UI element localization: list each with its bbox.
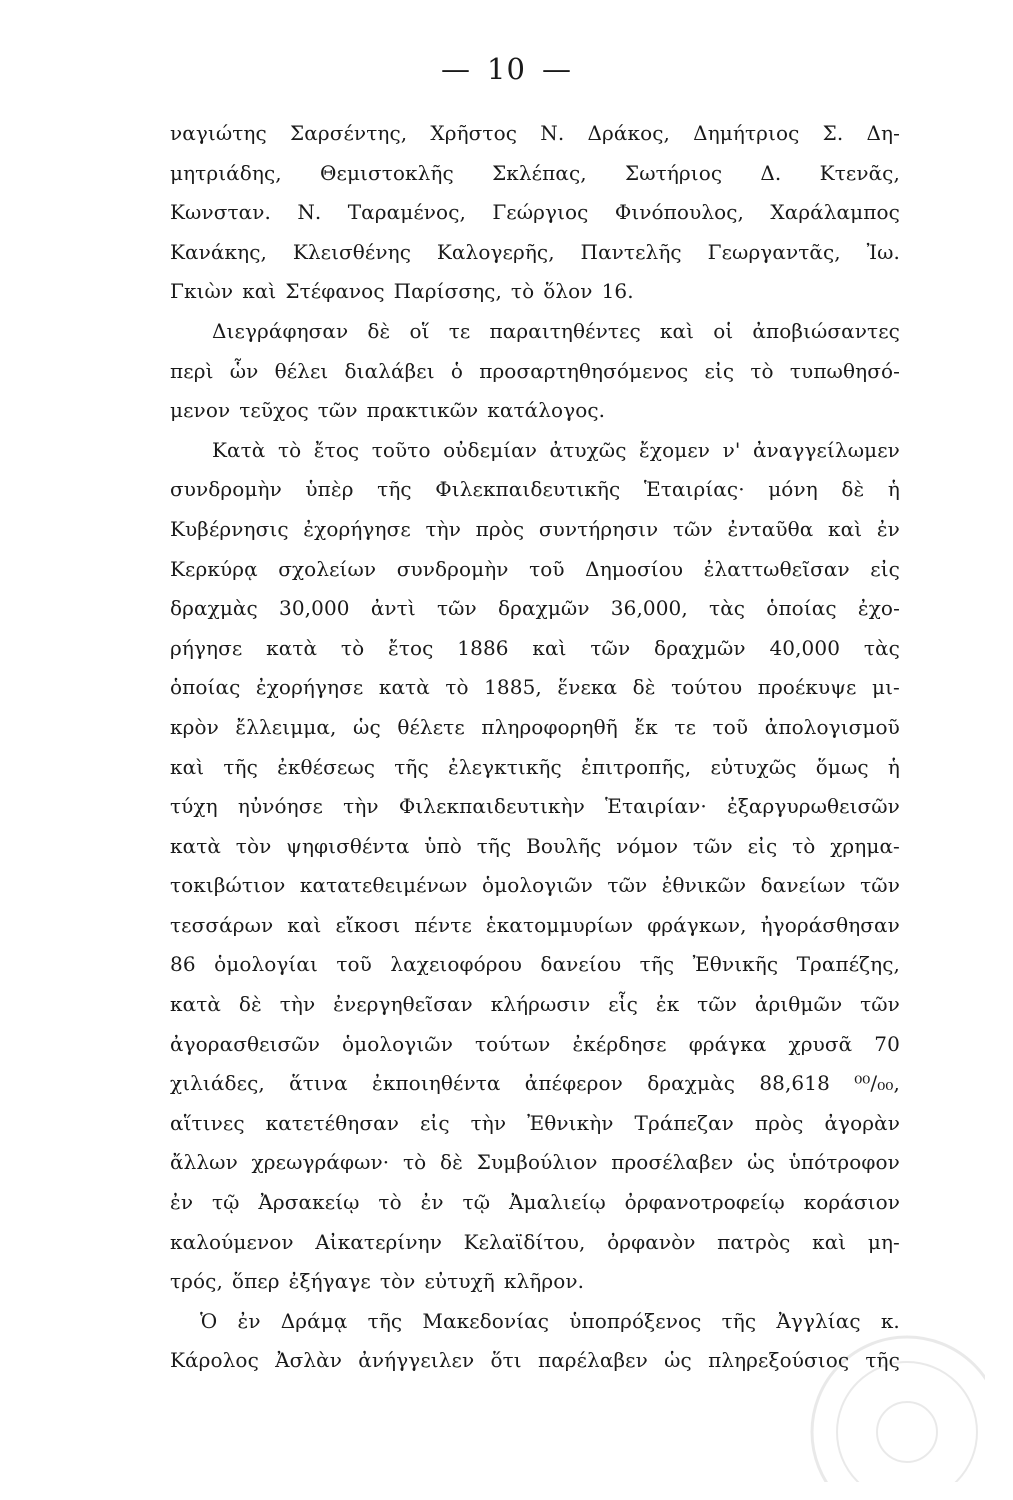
word: Μακεδονίας [422,1308,550,1333]
word: καὶ [242,279,277,304]
word: 16. [601,279,634,304]
text-line [170,391,900,431]
word: πρὸς [754,1110,804,1135]
word: χρημα- [830,833,900,858]
word: Κανάκης, [170,239,267,264]
word: Ἐθνικὴν [527,1110,614,1135]
word: δραχμῶν [498,596,590,621]
text-line [170,431,900,471]
page-number-dash-right: — [541,52,572,86]
word: τῆς [377,477,412,502]
word: οἱ [713,318,734,343]
word: ἀντὶ [370,596,416,621]
word: παρέλαβεν [537,1348,648,1373]
word: κοράσιον [803,1190,900,1215]
word: κατὰ [170,833,221,858]
word: ἐκέρδησε [572,1031,667,1056]
word: ἐχο- [857,596,900,621]
word: ἑκατομμυρίων [485,912,634,937]
word: ἐξαργυρωθεισῶν [726,794,900,819]
word: τοῦ [336,952,372,977]
text-line [170,550,900,590]
word: συνδρομὴν [170,477,282,502]
word: ὡς [664,1348,692,1373]
word: καὶ [812,1229,847,1254]
word: ὁποίας [766,596,837,621]
word: ἔχομεν [639,437,711,462]
word: θέλετε [397,714,465,739]
word: Δράμᾳ [280,1308,348,1333]
word: Τραπέζης, [796,952,900,977]
word: ὀρφανὸν [607,1229,696,1254]
word: Σωτήριος [625,160,723,185]
word: καὶ [170,754,205,779]
word: εὐτυχῶς [710,754,797,779]
word: καὶ [659,318,695,343]
word: ὑπὲρ [305,477,354,502]
text-line [170,233,900,273]
word: ὅπερ [231,1269,280,1294]
text-line [170,1143,900,1183]
word: ἡ [887,754,900,779]
word: ἐκ [655,992,680,1017]
word: προσαρτηθησόμενος [479,358,689,383]
word: ἄλλων [170,1150,238,1175]
word: Παντελῆς [580,239,682,264]
word: χρυσᾶ [788,1031,853,1056]
word: Ἑταιρίας· [643,477,745,502]
word: ἀριθμῶν [754,992,843,1017]
word: ἔτος [313,437,360,462]
word: εἰς [704,358,735,383]
word: τρός, [170,1269,223,1294]
word: Ἰω. [866,239,900,264]
word: ὁμολογίαι [214,952,318,977]
word: τῶν [860,992,900,1017]
word: τε [448,318,471,343]
word: Ἑταιρίαν· [605,794,707,819]
word: δραχμὰς [170,596,258,621]
word: κατατεθειμένων [299,873,468,898]
text-line [170,470,900,510]
word: Θεμιστοκλῆς [319,160,454,185]
word: Παρίσσης, [393,279,502,304]
word: συνδρομὴν [396,556,509,581]
word: Φινόπουλος, [614,200,745,225]
word: ὅμως [815,754,869,779]
word: τὸ [378,1190,402,1215]
text-line [170,668,900,708]
word: καὶ [287,912,322,937]
word: κλήρωσιν [490,992,591,1017]
word: τοῦτο [371,437,431,462]
word: μη- [867,1229,900,1254]
word: τῆς [865,1348,900,1373]
word: ὀρφανοτροφείῳ [624,1190,785,1215]
word: τὴν [343,794,379,819]
word: τύχη [170,794,218,819]
word: ψηφισθέντα [286,833,410,858]
word: ⁰⁰/₀₀, [854,1071,900,1096]
word: παραιτηθέντες [489,318,641,343]
word: ἕνεκα [557,675,618,700]
word: τὸ [792,833,816,858]
text-line [170,1262,900,1302]
word: Φιλεκπαιδευτικῆς [435,477,621,502]
word: ἀπολογισμοῦ [764,714,900,739]
word: Δράκος, [587,121,670,145]
word: Σ. [822,121,844,145]
word: πέντε [414,912,472,937]
word: χρεωγράφων· [251,1150,390,1175]
word: τῶν [692,833,733,858]
text-line [170,1064,900,1104]
word: ἀνήγγειλεν [358,1348,475,1373]
word: τῶν [860,873,900,898]
word: τυπωθησό- [789,358,900,383]
library-seal-watermark [757,1312,985,1482]
word: κ. [880,1308,900,1333]
word: ναγιώτης [170,121,267,145]
word: Κατὰ [212,437,266,462]
word: ηὐνόησε [237,794,323,819]
word: δανείων [760,873,846,898]
word: νόμον [616,833,679,858]
word: τῆς [394,754,429,779]
word: ἐνεργηθεῖσαν [333,992,473,1017]
word: τὸν [379,1269,416,1294]
word: Βουλῆς [526,833,602,858]
word: τῆς [639,952,675,977]
text-line [170,748,900,788]
word: Δη- [866,121,900,145]
word: Σαρσέντης, [290,121,408,145]
word: πατρὸς [717,1229,791,1254]
word: τῶν [672,516,713,541]
word: 36,000, [610,596,688,621]
word: τῆς [367,1308,403,1333]
word: τὰς [709,596,746,621]
word: ἀτυχῶς [549,437,627,462]
word: Χρῆστος [430,121,518,145]
word: ἐκποιηθέντα [372,1071,501,1096]
word: ὑπότροφον [788,1150,900,1175]
word: ὑπὸ [424,833,462,858]
text-line [170,906,900,946]
text-line [170,945,900,985]
word: προσέλαβεν [611,1150,734,1175]
text-line [170,1025,900,1065]
word: δὲ [238,992,262,1017]
word: τε [674,714,697,739]
word: τοῦ [529,556,565,581]
word: Γκιὼν [170,279,234,304]
word: οἵ [409,318,430,343]
word: δὲ [367,318,391,343]
word: μι- [872,675,900,700]
word: κρὸν [170,714,219,739]
word: σχολείων [278,556,377,581]
word: δὲ [440,1150,463,1175]
word: 70 [874,1031,900,1056]
word: ἡ [887,477,900,502]
word: ἐν [876,516,900,541]
word: Στέφανος [285,279,385,304]
word: δραχμῶν [654,635,746,660]
word: ἐν [420,1190,444,1215]
word: δανείου [540,952,622,977]
word: ἀγορὰν [824,1110,900,1135]
word: εἷς [608,992,638,1017]
word: τῆς [476,833,512,858]
word: εὐτυχῆ [424,1269,495,1294]
word: φράγκων, [647,912,747,937]
word: δὲ [841,477,865,502]
text-line [170,985,900,1025]
word: Ν. [297,200,322,225]
word: τὴν [470,1110,507,1135]
text-line [170,312,900,352]
word: τεῦχος [239,398,309,423]
word: Ὁ [200,1308,218,1333]
word: 86 [170,952,196,977]
word: καὶ [828,516,863,541]
word: ἔτος [388,635,434,660]
word: Τράπεζαν [634,1110,734,1135]
word: 40,000 [769,635,841,660]
word: ἐν [237,1308,261,1333]
word: ἐλεγκτικῆς [448,754,562,779]
word: ἀγορασθεισῶν [170,1031,320,1056]
text-line [170,1104,900,1144]
word: ἐκθέσεως [277,754,376,779]
word: ἀναγγείλωμεν [752,437,900,462]
word: διαλάβει [344,358,435,383]
text-line [170,866,900,906]
word: τούτων [475,1031,551,1056]
word: πληρεξούσιος [708,1348,850,1373]
page-number-dash-left: — [441,52,472,86]
word: τοκιβώτιον [170,873,286,898]
word: ἐπιτροπῆς, [581,754,692,779]
word: ὑποπρόξενος [569,1308,702,1333]
word: κλῆρον. [503,1269,585,1294]
page-number-value: 10 [487,52,526,86]
word: εἰς [870,556,900,581]
word: ἀπέφερον [524,1071,623,1096]
text-line [170,510,900,550]
word: αἵτινες [170,1110,245,1135]
word: ἀποβιώσαντες [752,318,900,343]
word: μενον [170,398,231,423]
word: Κλεισθένης [292,239,412,264]
word: δραχμὰς [647,1071,736,1096]
word: Γεώργιος [492,200,589,225]
text-line [170,193,900,233]
word: τῷ [462,1190,491,1215]
word: τὸν [235,833,272,858]
text-line [170,272,900,312]
word: Χαράλαμπος [770,200,900,225]
word: Ν. [540,121,565,145]
word: λαχειοφόρου [390,952,522,977]
word: κατὰ [266,635,318,660]
text-line [170,589,900,629]
word: πρακτικῶν [366,398,479,423]
word: κατάλογος. [487,398,606,423]
word: Κτενᾶς, [819,160,900,185]
word: ρήγησε [170,635,243,660]
word: Σκλέπας, [492,160,587,185]
word: τὸ [510,279,535,304]
text-line [170,154,900,194]
word: Καλογερῆς, [436,239,555,264]
word: ἐχορήγησε [255,675,364,700]
word: ὡς [353,714,381,739]
word: μητριάδης, [170,160,282,185]
text-line [170,1183,900,1223]
word: τὸ [277,437,302,462]
word: Δ. [760,160,782,185]
word: Ἀσλὰν [275,1348,343,1373]
word: τὸ [402,1150,427,1175]
word: τούτου [671,675,743,700]
word: Ἐθνικῆς [692,952,779,977]
word: 88,618 [759,1071,830,1096]
word: ἔλλειμμα, [235,714,337,739]
text-line [170,827,900,867]
word: τῶν [607,873,648,898]
word: Κάρολος [170,1348,259,1373]
word: 1886 [457,635,509,660]
word: τοῦ [712,714,749,739]
word: ἐξήγαγε [288,1269,371,1294]
word: θέλει [274,358,329,383]
word: ὁμολογιῶν [481,873,593,898]
word: τὸ [445,675,469,700]
word: τὴν [279,992,316,1017]
word: ἔκ [634,714,658,739]
word: Ταραμένος, [347,200,466,225]
word: τὴν [425,516,461,541]
word: κατετέθησαν [265,1110,399,1135]
word: ὅλον [543,279,593,304]
word: ὁποίας [170,675,241,700]
word: ὁμολογιῶν [342,1031,453,1056]
word: μόνη [768,477,818,502]
word: ἠγοράσθησαν [760,912,900,937]
word: κατὰ [378,675,430,700]
word: ἐνταῦθα [727,516,814,541]
text-line [170,787,900,827]
word: εἴκοσι [335,912,401,937]
word: τῶν [590,635,631,660]
word: τὰς [863,635,900,660]
word: ἐν [170,1190,194,1215]
page-number [0,52,1013,86]
word: Κυβέρνησις [170,516,289,541]
word: πρὸς [475,516,525,541]
word: Κωνσταν. [170,200,271,225]
word: τῶν [697,992,738,1017]
word: περὶ [170,358,214,383]
word: τεσσάρων [170,912,274,937]
word: καλούμενον [170,1229,294,1254]
word: ὡς [747,1150,775,1175]
text-line [170,352,900,392]
word: Αἰκατερίνην [315,1229,442,1254]
word: πληροφορηθῆ [481,714,618,739]
word: Συμβούλιον [476,1150,598,1175]
word: Διεγράφησαν [212,318,349,343]
word: Δημοσίου [585,556,684,581]
word: προέκυψε [757,675,857,700]
word: χιλιάδες, [170,1071,265,1096]
word: εἰς [419,1110,450,1135]
word: ν' [722,437,741,462]
word: Κελαϊδίτου, [463,1229,586,1254]
word: τῶν [317,398,358,423]
word: Κερκύρᾳ [170,556,258,581]
word: τῆς [721,1308,757,1333]
word: τῷ [211,1190,240,1215]
body-text [170,114,900,1381]
word: Ἀμαλιείῳ [508,1190,606,1215]
word: ἅτινα [289,1071,348,1096]
word: ἐλαττωθεῖσαν [703,556,850,581]
text-line [170,629,900,669]
word: Φιλεκπαιδευτικὴν [398,794,585,819]
text-line [170,708,900,748]
word: ἐχορήγησε [303,516,411,541]
word: Δημήτριος [693,121,800,145]
word: Ἀρσακείῳ [258,1190,360,1215]
word: φράγκα [688,1031,767,1056]
word: ὧν [229,358,259,383]
word: οὐδεμίαν [443,437,538,462]
word: 30,000 [279,596,350,621]
word: συντήρησιν [538,516,659,541]
word: καὶ [532,635,567,660]
word: Γεωργαντᾶς, [707,239,841,264]
word: εἰς [747,833,778,858]
word: κατὰ [170,992,221,1017]
word: δὲ [632,675,656,700]
word: ὅτι [490,1348,522,1373]
word: Ἀγγλίας [776,1308,861,1333]
word: τὸ [750,358,774,383]
word: τῶν [436,596,477,621]
word: τὸ [340,635,365,660]
text-line [170,1223,900,1263]
word: ἐθνικῶν [661,873,747,898]
word: 1885, [484,675,542,700]
text-line [170,114,900,154]
word: τῆς [223,754,258,779]
word: ὁ [450,358,464,383]
